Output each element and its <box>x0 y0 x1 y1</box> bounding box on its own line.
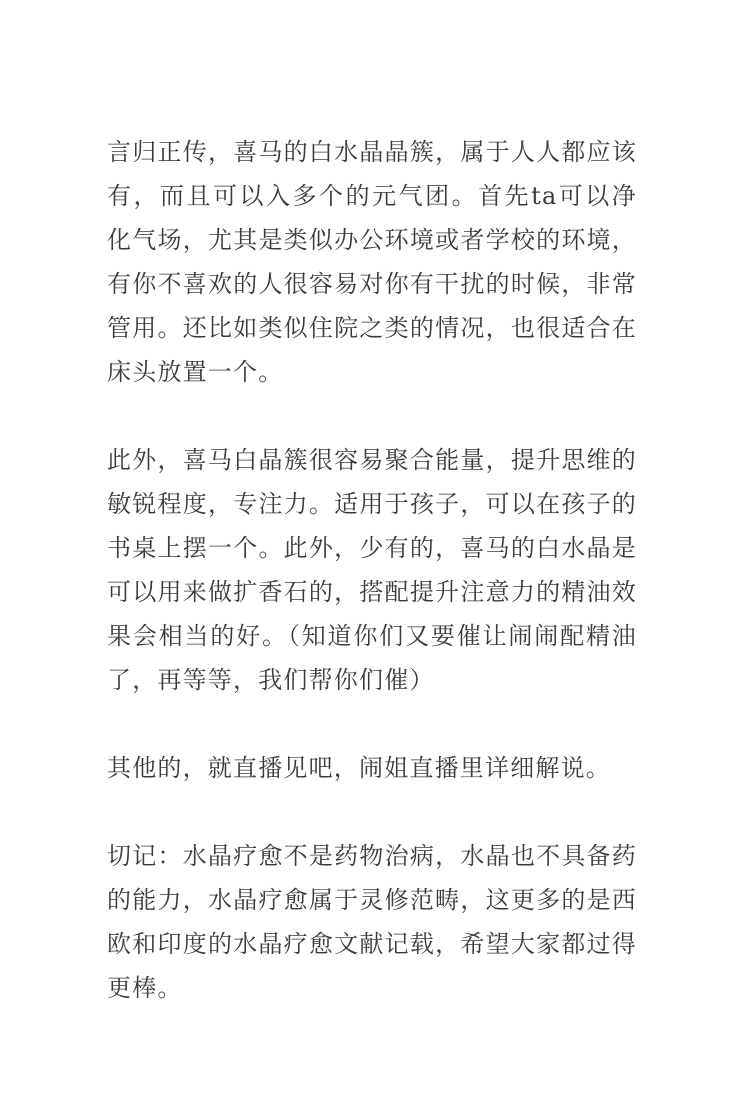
paragraph-energy-focus: 此外，喜马白晶簇很容易聚合能量，提升思维的敏锐程度，专注力。适用于孩子，可以在孩子的书桌上摆一个。此外，少有的，喜马的白水晶是可以用来做扩香石的，搭配提升注意力的精油效果会相当的好。（知道你们又要催让闹闹配精油了，再等等，我们帮你们催） <box>107 446 637 694</box>
paragraph-white-crystal-cluster: 言归正传，喜马的白水晶晶簇，属于人人都应该有，而且可以入多个的元气团。首先ta可以净化气场，尤其是类似办公环境或者学校的环境，有你不喜欢的人很容易对你有干扰的时候，非常管用。还比如类似住院之类的情况，也很适合在床头放置一个。 <box>107 138 637 386</box>
paragraph-disclaimer: 切记：水晶疗愈不是药物治病，水晶也不具备药的能力，水晶疗愈属于灵修范畴，这更多的是西欧和印度的水晶疗愈文献记载，希望大家都过得更棒。 <box>107 842 637 1002</box>
paragraph-livestream: 其他的，就直播见吧，闹姐直播里详细解说。 <box>107 754 611 782</box>
article-body <box>107 130 637 1054</box>
